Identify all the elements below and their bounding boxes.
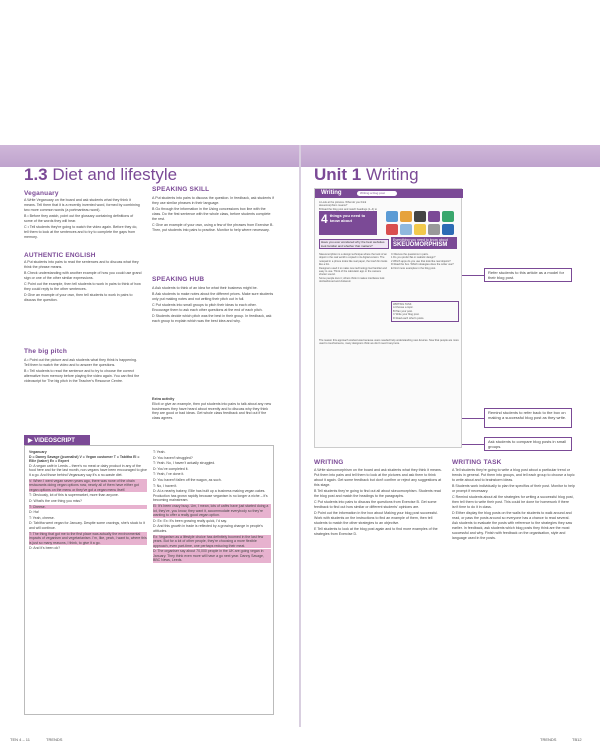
article-title-box: [391, 237, 457, 249]
videoscript-col-right: [153, 450, 271, 564]
teacher-note: Ask students to compare blog posts in small groups.: [484, 437, 572, 451]
app-icon: [414, 224, 426, 235]
paragraph: A Tell students they're going to write a blog post about a particular trend or trends in general. Put them into groups, and tell each group to choose a topic to write about and to brainstorm ideas.: [452, 468, 575, 482]
app-icon-grid: [386, 211, 456, 235]
paragraph: C Put students into small groups to pitch their ideas to each other. Encourage them to ask each other questions at the end of each pitch.: [152, 303, 263, 312]
section-heading: AUTHENTIC ENGLISH: [24, 252, 96, 259]
footer-page-right: TB12: [572, 737, 582, 742]
videoscript-tab: ▶ VIDEOSCRIPT: [24, 435, 90, 445]
script-line: D: Tabitha went vegan for January. Despite some cravings, she's stuck to it and will continue.: [29, 521, 145, 530]
lesson-title-text: Diet and lifestyle: [52, 165, 178, 184]
article-title: SKEUOMORPHISM: [393, 242, 448, 248]
lesson-title: [24, 165, 177, 185]
script-line: D: Ex: Ex: It's been growing really quick, I'd say.: [153, 518, 228, 523]
script-line: T: The thing that got me to the first place was actually the environmental impacts of veganism and vegetarianism. I'm, like, yeah, I want to, where this is just so many reasons, I think, to give it a go.: [29, 531, 147, 545]
paragraph: A Put students into pairs to discuss the question. In feedback, ask students if they use similar phrases in their language.: [152, 196, 274, 205]
app-icon: [414, 211, 426, 222]
app-icon: [400, 224, 412, 235]
section-body: [24, 260, 142, 304]
paragraph: A • Point out the picture and ask students what they think is happening. Tell them to watch the video and to answer the questions.: [24, 358, 137, 367]
paragraph: C Remind students about all the strategies for writing a successful blog post, then tell them to write their post. This could be done for homework if there isn't time to do it in class.: [452, 495, 574, 509]
app-icon: [400, 211, 412, 222]
feature-title: things you need to know about: [329, 213, 366, 223]
page-footer: [0, 727, 600, 750]
section-body: [24, 358, 142, 385]
article-body: Skeuomorphism is a design technique where the look of an object in the real world is copied in its digital version. The notepad in a phone looks like real paper, the trash bin looks like a bin. Designers used it to make new technology feel familiar and easy to use. Think of the calculator app or the camera shutter sound. Some people love it; others think it makes interfaces look old-fashioned and cluttered.: [319, 253, 388, 284]
script-line: D: What's the one thing you miss?: [29, 498, 82, 503]
section-heading: SPEAKING HUB: [152, 276, 205, 283]
script-line: D: Ha!: [29, 510, 39, 515]
app-icon: [386, 224, 398, 235]
script-line: T: Cheese.: [29, 505, 147, 510]
section-body: [24, 198, 142, 241]
paragraph: D Students decide which pitch was the best in their group. In feedback, ask each group to explain which was the best idea and why.: [152, 314, 272, 323]
script-line: El: It's been crazy busy. Um, I mean, lots of cafés have just started doing a lot, they've, you know, they want it, accommodate everybody so they're wanting to offer a really good vegan option.: [153, 504, 271, 518]
script-line: Ex: Veganism as a lifestyle choice has definitely boomed in the last few years. But for a lot of other people, they're choosing a more flexible approach, even part-time, one perhaps reducing their meat.: [153, 535, 271, 549]
videoscript-cast: D = Danny Savage (journalist) V = Vegan customer T = Tabitha El = Ellie (baker) Ex = Expert: [29, 454, 140, 464]
article-side-text: C Discuss the questions in pairs. 1 Do you prefer flat or realistic design? 2 Which apps do you use that look like real objects? D Read the box. Which strategies does the writer use? E Find more examples in the blog post.: [391, 253, 454, 270]
note-connector: [462, 418, 484, 419]
paragraph: C Point out the example, then tell students to work in pairs to think of how they could reply to the other sentences.: [24, 282, 141, 291]
footer-label-left: TRENDS: [46, 737, 63, 742]
paragraph: B Go through the information in the Using concessions box line with the class. Do the first sentence with the whole class, before students complete the rest.: [152, 207, 271, 221]
videoscript-label: VIDEOSCRIPT: [34, 438, 75, 444]
article-title-small: Everything you need to know about: [393, 238, 448, 242]
student-book-feature-box: [319, 211, 377, 235]
section-heading: Veganuary: [24, 190, 59, 197]
app-icon: [442, 224, 454, 235]
section-body: [152, 286, 274, 325]
extra-activity-title: Extra activity: [152, 397, 175, 401]
script-line: D: And it's been ok?: [29, 546, 61, 551]
writing-box: WRITING TASK A Choose a topic. B Plan your post. C Write your blog post. D Read each other's posts.: [391, 301, 459, 322]
paragraph: C Give an example of your own, using a few of the phrases from Exercise B. Then, put students into pairs to practise. Monitor to help where necessary.: [152, 223, 274, 232]
script-line: D: At a nearby bakery, Ellie has built up a business making vegan cakes. Production has grown rapidly because veganism is no longer a niche – it's becoming mainstream.: [153, 489, 268, 503]
lesson-number: 1.3: [24, 165, 48, 184]
teacher-note: Refer students to this article as a model for their blog post.: [484, 268, 572, 282]
extra-activity-box: [152, 397, 275, 432]
feature-number: 4: [321, 212, 328, 226]
script-line: D: The organiser say about 70,000 people in the UK are going vegan in January. They think even more will have a go next year. Danny Savage, BBC News, Leeds.: [153, 549, 271, 563]
section-heading: The big pitch: [24, 348, 68, 355]
app-icon: [428, 224, 440, 235]
paragraph: B Ask students to make notes about the different prices. Make sure students only put making notes and not writing their pitch out in full.: [152, 292, 274, 301]
app-icon: [386, 211, 398, 222]
note-connector: [462, 444, 484, 445]
script-line: T: Obviously, lot of this is supermarket, more than anyone.: [29, 493, 119, 498]
paragraph: C • Tell students they're going to watch the video again. Before they do, tell them to look at the sentences and to try to complete the gaps from memory.: [24, 225, 138, 239]
section-body: [152, 196, 274, 234]
article-more-text: The reason this approach worked was because users needed help understanding new devices. Now that people are more used to touchscreens, many designers think we don't need it anymore.: [319, 339, 459, 346]
page-gutter: [299, 145, 301, 750]
script-line: V: When I went vegan seven years ago, there was none of the chain restaurants doing vegan options now, nearly all of them have either got vegan options on the menu or they've got a vegan menu itself.: [29, 479, 147, 493]
script-line: D: You haven't struggled?: [153, 455, 193, 460]
unit-title: [314, 165, 419, 185]
section-heading: SPEAKING SKILL: [152, 186, 210, 193]
unit-title-word: Writing: [365, 165, 419, 184]
paragraph: B Tell students they're going to find out all about skeuomorphism. Students read the blog post and match the headings to the paragraphs.: [314, 489, 441, 498]
top-blank-area: [0, 0, 600, 145]
section-heading: WRITING: [314, 459, 344, 466]
videoscript-box: [24, 445, 274, 715]
paragraph: A Ask students to think of an idea for what their business might be.: [152, 286, 258, 290]
student-book-text: A Look at the pictures. What do you think skeuomorphism means? B Read the blog post and match headings (1–4) to: [319, 201, 377, 211]
section-body: [314, 468, 442, 538]
section-body: [452, 468, 576, 542]
paragraph: D Point out the information in the box about Making your blog post successful. Work with students on the instructions to find an example of them, then tell students to match the other strategies to an objective.: [314, 511, 439, 525]
script-line: T: Yeah, I've done it.: [153, 472, 185, 477]
paragraph: C Put students into pairs to discuss the questions from Exercise B. Get some feedback to find out how similar or different students' opinions are.: [314, 500, 437, 509]
note-connector: [462, 275, 484, 276]
script-line: T: No, I haven't.: [153, 483, 178, 488]
student-book-section: Writing: [321, 190, 342, 196]
student-book-tag: Writing a blog post: [357, 191, 397, 196]
script-line: D: You haven't fallen off the wagon, as such.: [153, 477, 222, 482]
script-line: D: A vegan café in Leeds – there's no meat or dairy product in any of the food here and for the last month, non-vegans have been encouraged to give it a go. And those behind Veganuary say it's a no-waste diet.: [29, 463, 147, 477]
paragraph: B • Before they watch, point out the glossary containing definitions of some of the words they will hear.: [24, 214, 134, 223]
script-line: D: You've completed it.: [153, 466, 189, 471]
paragraph: E Tell students to look at the blog post again and to find more examples of the strategies from Exercise D.: [314, 527, 438, 536]
script-line: T: Yeah, cheese.: [29, 515, 55, 520]
student-book-header: [315, 189, 463, 198]
script-line: T: Yeah.: [153, 450, 166, 454]
paragraph: B Check understanding with another example of how you could use grand sign or one of the other similar expressions.: [24, 271, 142, 280]
section-heading: WRITING TASK: [452, 459, 502, 466]
unit-number: Unit 1: [314, 165, 362, 184]
app-icon: [442, 211, 454, 222]
extra-activity-text: Elicit or give an example, then put students into pairs to talk about any new businesses they have heard about recently and to discuss why they think they are good or bad ideas. Get whole class feedback and find out if the class agrees.: [152, 401, 272, 421]
footer-page-left: TEN 4 – 11: [10, 737, 30, 742]
paragraph: A Put students into pairs to read the sentences and to discuss what they think the phrase means.: [24, 260, 139, 269]
paragraph: A Write skeuomorphism on the board and ask students what they think it means. Put them into pairs and tell them to look at the pictures and ask them to think about it again. Get some feedback but don't confirm or reject any suggestions at this stage.: [314, 468, 442, 487]
paragraph: B • Tell students to read the sentence and to try to choose the correct alternative from memory before playing the video again. You can find the videoscript for The big pitch in the Teacher's Resource Centre.: [24, 369, 140, 383]
footer-label-right: TRENDS: [540, 737, 557, 742]
article-intro-box: Have you ever wondered why the best websites look familiar and whether that matters?: [319, 239, 389, 249]
student-book-thumbnail: [314, 188, 462, 448]
paragraph: D Either display the blog posts on the walls for students to walk around and read, or pass the posts around so everyone has a chance to read several. Ask students to evaluate the posts with reference to the strategies they saw earlier. In feedback, ask students which blog posts they think are the most successful and why. Finish with feedback on the organisation, style and language used in the posts.: [452, 511, 573, 540]
app-icon: [428, 211, 440, 222]
paragraph: B Students work individually to plan the specifics of their post. Monitor to help or prompt if necessary.: [452, 484, 575, 493]
script-line: D: And this growth in trade is reflected by a growing change in people's attitudes.: [153, 524, 263, 533]
script-line: T: Yeah. No, I haven't actually struggled.: [153, 461, 216, 466]
paragraph: A Write Veganuary on the board and ask students what they think it means. Tell them that it is a recently invented word, formed by combining two more common words (a portmanteau word).: [24, 198, 140, 212]
paragraph: D Give an example of your own, then tell students to work in pairs to discuss the question.: [24, 293, 133, 302]
teacher-note: Remind students to refer back to the box on making a successful blog post as they write.: [484, 408, 572, 428]
videoscript-col-left: [29, 450, 147, 552]
videoscript-title: Veganuary: [29, 450, 47, 454]
